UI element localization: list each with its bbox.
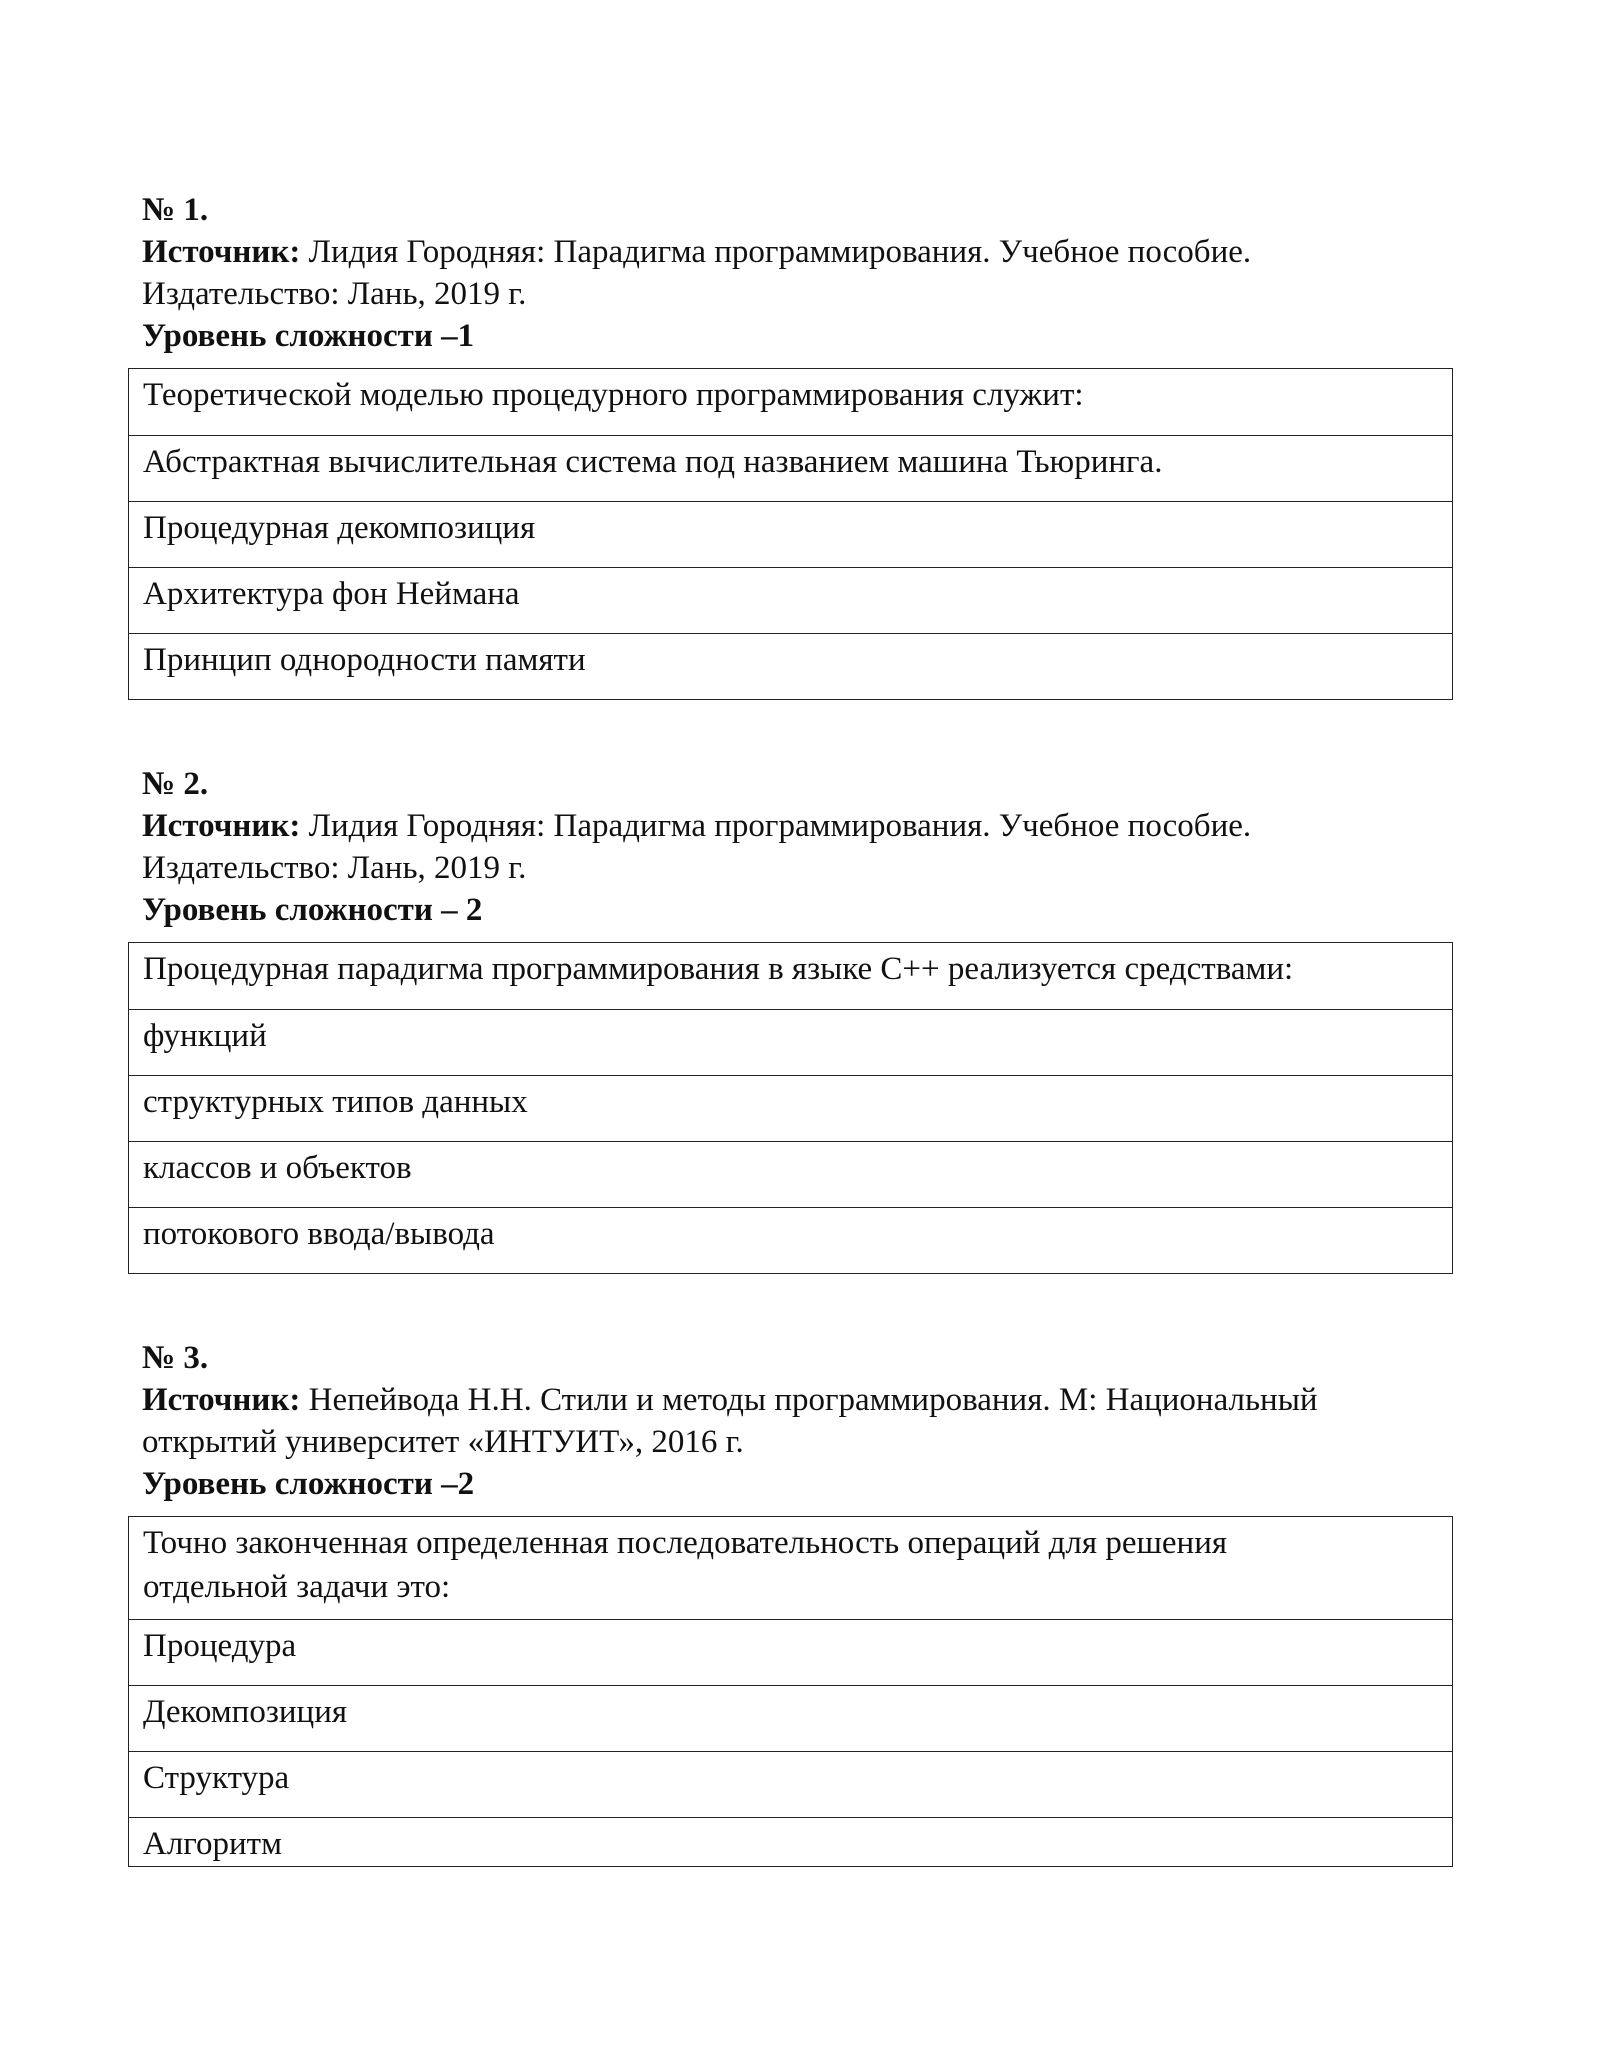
- question-3: [128, 1337, 1453, 1867]
- answer-option: Декомпозиция: [129, 1685, 1452, 1751]
- question-prompt-line: Точно законченная определенная последовательность операций для решения: [143, 1525, 1228, 1561]
- source-text-continued: Издательство: Лань, 2019 г.: [142, 850, 527, 886]
- question-1-meta: [128, 189, 1453, 357]
- source-label: Источник:: [142, 1382, 301, 1418]
- question-prompt-line: отдельной задачи это:: [143, 1569, 451, 1605]
- answer-table: [128, 942, 1453, 1274]
- answer-option: функций: [129, 1009, 1452, 1075]
- question-source: [142, 1379, 1453, 1421]
- question-2: [128, 763, 1453, 1274]
- question-source: [142, 805, 1453, 847]
- answer-option: потокового ввода/вывода: [129, 1207, 1452, 1273]
- question-number: № 1.: [142, 192, 209, 228]
- answer-option: структурных типов данных: [129, 1075, 1452, 1141]
- question-prompt: Процедурная парадигма программирования в языке С++ реализуется средствами:: [143, 951, 1294, 987]
- answer-table: [128, 1516, 1453, 1867]
- question-3-meta: [128, 1337, 1453, 1505]
- difficulty-level: Уровень сложности –2: [142, 1466, 475, 1502]
- source-text: Лидия Городняя: Парадигма программирования. Учебное пособие.: [300, 808, 1252, 844]
- answer-option: классов и объектов: [129, 1141, 1452, 1207]
- answer-option: Процедурная декомпозиция: [129, 501, 1452, 567]
- question-number: № 2.: [142, 766, 209, 802]
- answer-option: Алгоритм: [129, 1817, 1452, 1866]
- source-label: Источник:: [142, 234, 301, 270]
- source-label: Источник:: [142, 808, 301, 844]
- question-number: № 3.: [142, 1340, 209, 1376]
- answer-option: Структура: [129, 1751, 1452, 1817]
- source-text: Непейвода Н.Н. Стили и методы программирования. М: Национальный: [300, 1382, 1318, 1418]
- question-prompt: [129, 1517, 1452, 1619]
- difficulty-level: Уровень сложности – 2: [142, 892, 483, 928]
- answer-option: Абстрактная вычислительная система под названием машина Тьюринга.: [129, 435, 1452, 501]
- answer-table: [128, 368, 1453, 700]
- question-1: [128, 189, 1453, 700]
- answer-option: Процедура: [129, 1619, 1452, 1685]
- question-2-meta: [128, 763, 1453, 931]
- answer-option: Принцип однородности памяти: [129, 633, 1452, 699]
- difficulty-level: Уровень сложности –1: [142, 318, 475, 354]
- source-text: Лидия Городняя: Парадигма программирования. Учебное пособие.: [300, 234, 1252, 270]
- question-prompt: Теоретической моделью процедурного программирования служит:: [143, 377, 1084, 413]
- source-text-continued: Издательство: Лань, 2019 г.: [142, 276, 527, 312]
- answer-option: Архитектура фон Неймана: [129, 567, 1452, 633]
- source-text-continued: открытий университет «ИНТУИТ», 2016 г.: [142, 1424, 744, 1460]
- question-source: [142, 231, 1453, 273]
